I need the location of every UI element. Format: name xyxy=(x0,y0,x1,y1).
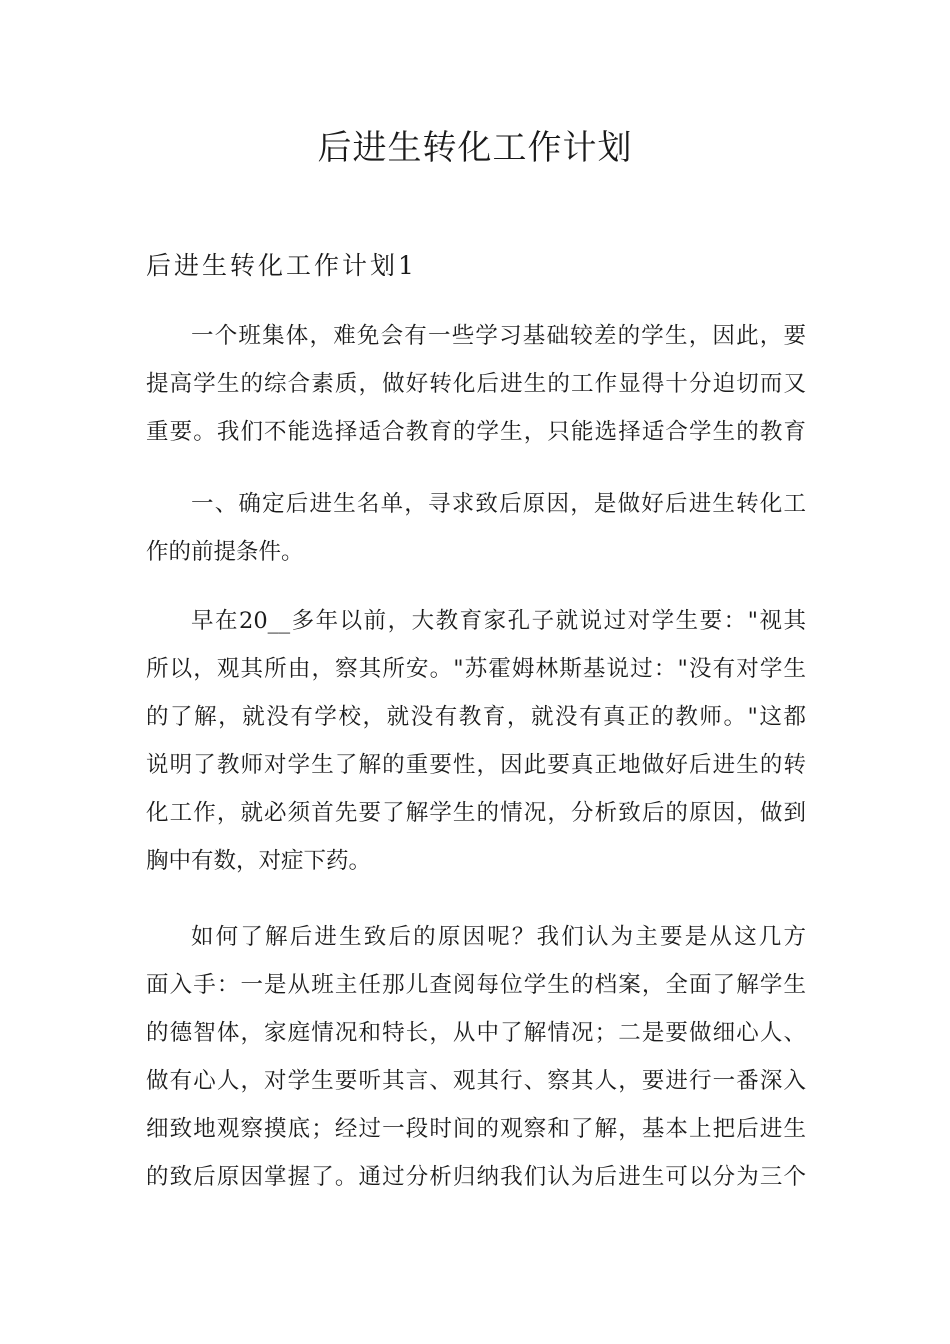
paragraph-line: 做有心人，对学生要听其言、观其行、察其人，要进行一番深入 xyxy=(146,1068,806,1094)
paragraph-line: 胸中有数，对症下药。 xyxy=(146,848,372,874)
paragraph-line: 的德智体，家庭情况和特长，从中了解情况；二是要做细心人、 xyxy=(146,1020,806,1046)
paragraph-line: 说明了教师对学生了解的重要性，因此要真正地做好后进生的转 xyxy=(146,752,806,778)
paragraph-line: 提高学生的综合素质，做好转化后进生的工作显得十分迫切而又 xyxy=(146,371,806,397)
paragraph-1 xyxy=(146,312,806,456)
paragraph-line: 的了解，就没有学校，就没有教育，就没有真正的教师。"这都 xyxy=(146,704,806,730)
paragraph-line: 的致后原因掌握了。通过分析归纳我们认为后进生可以分为三个 xyxy=(146,1164,806,1190)
paragraph-line: 细致地观察摸底；经过一段时间的观察和了解，基本上把后进生 xyxy=(146,1116,806,1142)
paragraph-line: 面入手：一是从班主任那儿查阅每位学生的档案，全面了解学生 xyxy=(146,972,806,998)
paragraph-line: 化工作，就必须首先要了解学生的情况，分析致后的原因，做到 xyxy=(146,800,806,826)
paragraph-line: 如何了解后进生致后的原因呢？我们认为主要是从这几方 xyxy=(191,924,806,950)
paragraph-4 xyxy=(146,913,806,1201)
paragraph-line: 所以，观其所由，察其所安。"苏霍姆林斯基说过："没有对学生 xyxy=(146,656,806,682)
paragraph-3 xyxy=(146,597,806,885)
paragraph-2 xyxy=(146,480,806,576)
paragraph-line: 作的前提条件。 xyxy=(146,539,304,565)
document-title: 后进生转化工作计划 xyxy=(317,128,633,168)
paragraph-line: 一、确定后进生名单，寻求致后原因，是做好后进生转化工 xyxy=(191,491,806,517)
paragraph-line: 一个班集体，难免会有一些学习基础较差的学生，因此，要 xyxy=(191,323,806,349)
paragraph-line: 重要。我们不能选择适合教育的学生，只能选择适合学生的教育 xyxy=(146,419,806,445)
section-heading: 后进生转化工作计划1 xyxy=(146,251,417,280)
paragraph-line: 早在20__多年以前，大教育家孔子就说过对学生要："视其 xyxy=(191,608,806,634)
